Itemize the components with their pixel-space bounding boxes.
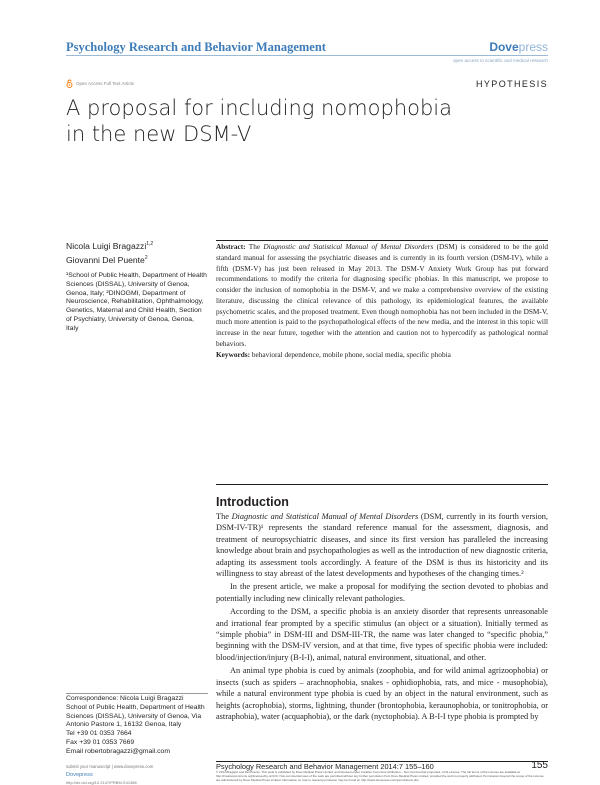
abstract-text-italic: Diagnostic and Statistical Manual of Mental Disorders (263, 242, 434, 251)
p1-text-b: (DSM, currently in its fourth version, DSM-IV-TR)¹ represents the standard reference manual for the assessment, diagnosis, and treatment of neuropsychiatric diseases, and since its first version has paralleled the increasing knowledge about brain and psychopathologies as well as the introduction of new diagnostic criteria, adapting its assessment tools accordingly. A feature of the DSM is thus its historicity and its willingness to stay abreast of the latest developments and hypotheses of the changing times.² (216, 512, 549, 579)
abstract-label: Abstract: (216, 242, 246, 251)
footer-journal-citation: Psychology Research and Behavior Management 2014:7 155–160 (216, 762, 434, 771)
keywords-text: behavioral dependence, mobile phone, social media, specific phobia (250, 349, 451, 359)
p1-text-italic: Diagnostic and Statistical Manual of Mental Disorders (231, 512, 419, 521)
publisher-logo[interactable] (489, 40, 548, 54)
author-2 (66, 252, 153, 266)
open-access-badge (66, 79, 134, 88)
introduction-body (216, 511, 548, 724)
author-2-name: Giovanni Del Puente (66, 254, 145, 265)
affiliations (66, 272, 208, 334)
paragraph-2: In the present article, we make a proposal for modifying the section devoted to phobias and potentially including new clinically relevant pathologies. (216, 582, 548, 603)
abstract (216, 242, 548, 360)
doi-link[interactable]: http://dx.doi.org/10.2147/PRBM.S41386 (66, 780, 137, 785)
publisher-tagline: open access to scientific and medical research (453, 58, 548, 63)
submit-link[interactable]: submit your manuscript | www.dovepress.com (66, 764, 154, 769)
journal-name: Psychology Research and Behavior Management (66, 40, 326, 54)
correspondence-address: School of Public Health, Department of Health Sciences (DISSAL), University of Genoa, Via Antonio Pastore 1, 16132 Genoa, Italy (66, 703, 205, 729)
title-line-1: A proposal for including nomophobia (66, 96, 453, 120)
article-title (66, 95, 466, 147)
correspondence-rule (66, 693, 208, 694)
correspondence-name: Correspondence: Nicola Luigi Bragazzi (66, 695, 184, 702)
open-access-label: Open Access Full Text Article (76, 81, 134, 86)
paragraph-4: An animal type phobia is cued by animals (zoophobia, and for wild animal agrizoophobia) or insects (such as spiders – arachnophobia, snakes - ophidiophobia, rats, and mice - musophobia), while a natural environment type phobia is cued by an object in the natural environment, such as heights (acrophobia), storms, lightning, thunder (brontophobia, keraunophobia, or tonitrophobia, or astraphobia), water (acquaphobia), or the dark (nyctophobia). A B-I-I type phobia is prompted by (216, 666, 548, 721)
article-type: HYPOTHESIS (475, 79, 548, 89)
author-1 (66, 238, 153, 252)
correspondence-block (66, 695, 208, 757)
brand-light: press (518, 40, 548, 54)
abstract-text-a: The (245, 242, 264, 251)
abstract-text-b: (DSM) is considered to be the gold standard manual for assessing the psychiatric diseases and is currently in its fourth version (DSM-IV), while a fifth (DSM-V) has just been released in May 2013. The DSM-V Anxiety Work Group has put forward recommendations to modify the criteria for diagnosing specific phobias. In this manuscript, we propose to consider the inclusion of nomophobia in the DSM-V, and we make a comprehensive overview of the existing literature, discussing the clinical relevance of this pathology, its epidemiological features, the available psychometric scales, and the proposed treatment. Even though nomophobia has not been included in the DSM-V, much more attention is paid to the psychopathological effects of the new media, and the interest in this topic will increase in the near future, together with the attention and caution not to hypercodify as pathological normal behaviors. (216, 242, 548, 348)
author-1-affil: 1,2 (146, 241, 154, 247)
paragraph-3: According to the DSM, a specific phobia is an anxiety disorder that represents unreasonable and irrational fear prompted by a specific stimulus (an object or a situation). Initially termed as “simple phobia” in DSM-III and DSM-III-TR, the name was later changed to “specific phobia,” beginning with the DSM-IV version, and at that time, five types of specific phobia were included: blood/injection/injury (B-I-I), animal, natural environment, situational, and other. (216, 607, 548, 662)
affiliation-text: ¹School of Public Health, Department of Health Sciences (DISSAL), University of Genoa, Genoa, Italy; ²DINOGMI, Department of Neuroscience, Rehabilitation, Ophthalmology, Genetics, Maternal and Child Health, Section of Psychiatry, University of Genoa, Genoa, Italy (66, 272, 207, 332)
header-rule (66, 55, 548, 56)
keywords-label: Keywords: (216, 349, 251, 359)
correspondence-tel: Tel +39 01 0353 7664 (66, 730, 132, 738)
title-line-2: in the new DSM-V (66, 122, 252, 146)
open-access-lock-icon (66, 79, 73, 88)
p1-text-a: The (216, 512, 232, 521)
correspondence-fax: Fax +39 01 0353 7669 (66, 738, 135, 746)
footer-dove-logo: Dovepress (66, 772, 93, 778)
author-list (66, 238, 153, 266)
section-heading-introduction: Introduction (216, 495, 289, 509)
brand-bold: Dove (489, 40, 519, 54)
author-1-name: Nicola Luigi Bragazzi (66, 240, 147, 251)
author-2-affil: 2 (144, 254, 148, 261)
keywords (216, 350, 548, 361)
copyright-notice: © 2014 Bragazzi and Del Puente. This work is published by Dove Medical Press Limited, and licensed under Creative Commons Attribution – Non Commercial (unported, v3.0) License. The full terms of the License are available at http://creativecommons.org/licenses/by-nc/3.0/. Non-commercial uses of the work are permitted without any further permission from Dove Medical Press Limited, provided the work is properly attributed. Permissions beyond the scope of the License are administered by Dove Medical Press Limited. Information on how to request permission may be found at: http://www.dovepress.com/permissions.php (216, 770, 544, 782)
paragraph-1 (216, 511, 548, 579)
page-number: 155 (531, 760, 548, 771)
correspondence-email[interactable]: Email robertobragazzi@gmail.com (66, 747, 170, 755)
